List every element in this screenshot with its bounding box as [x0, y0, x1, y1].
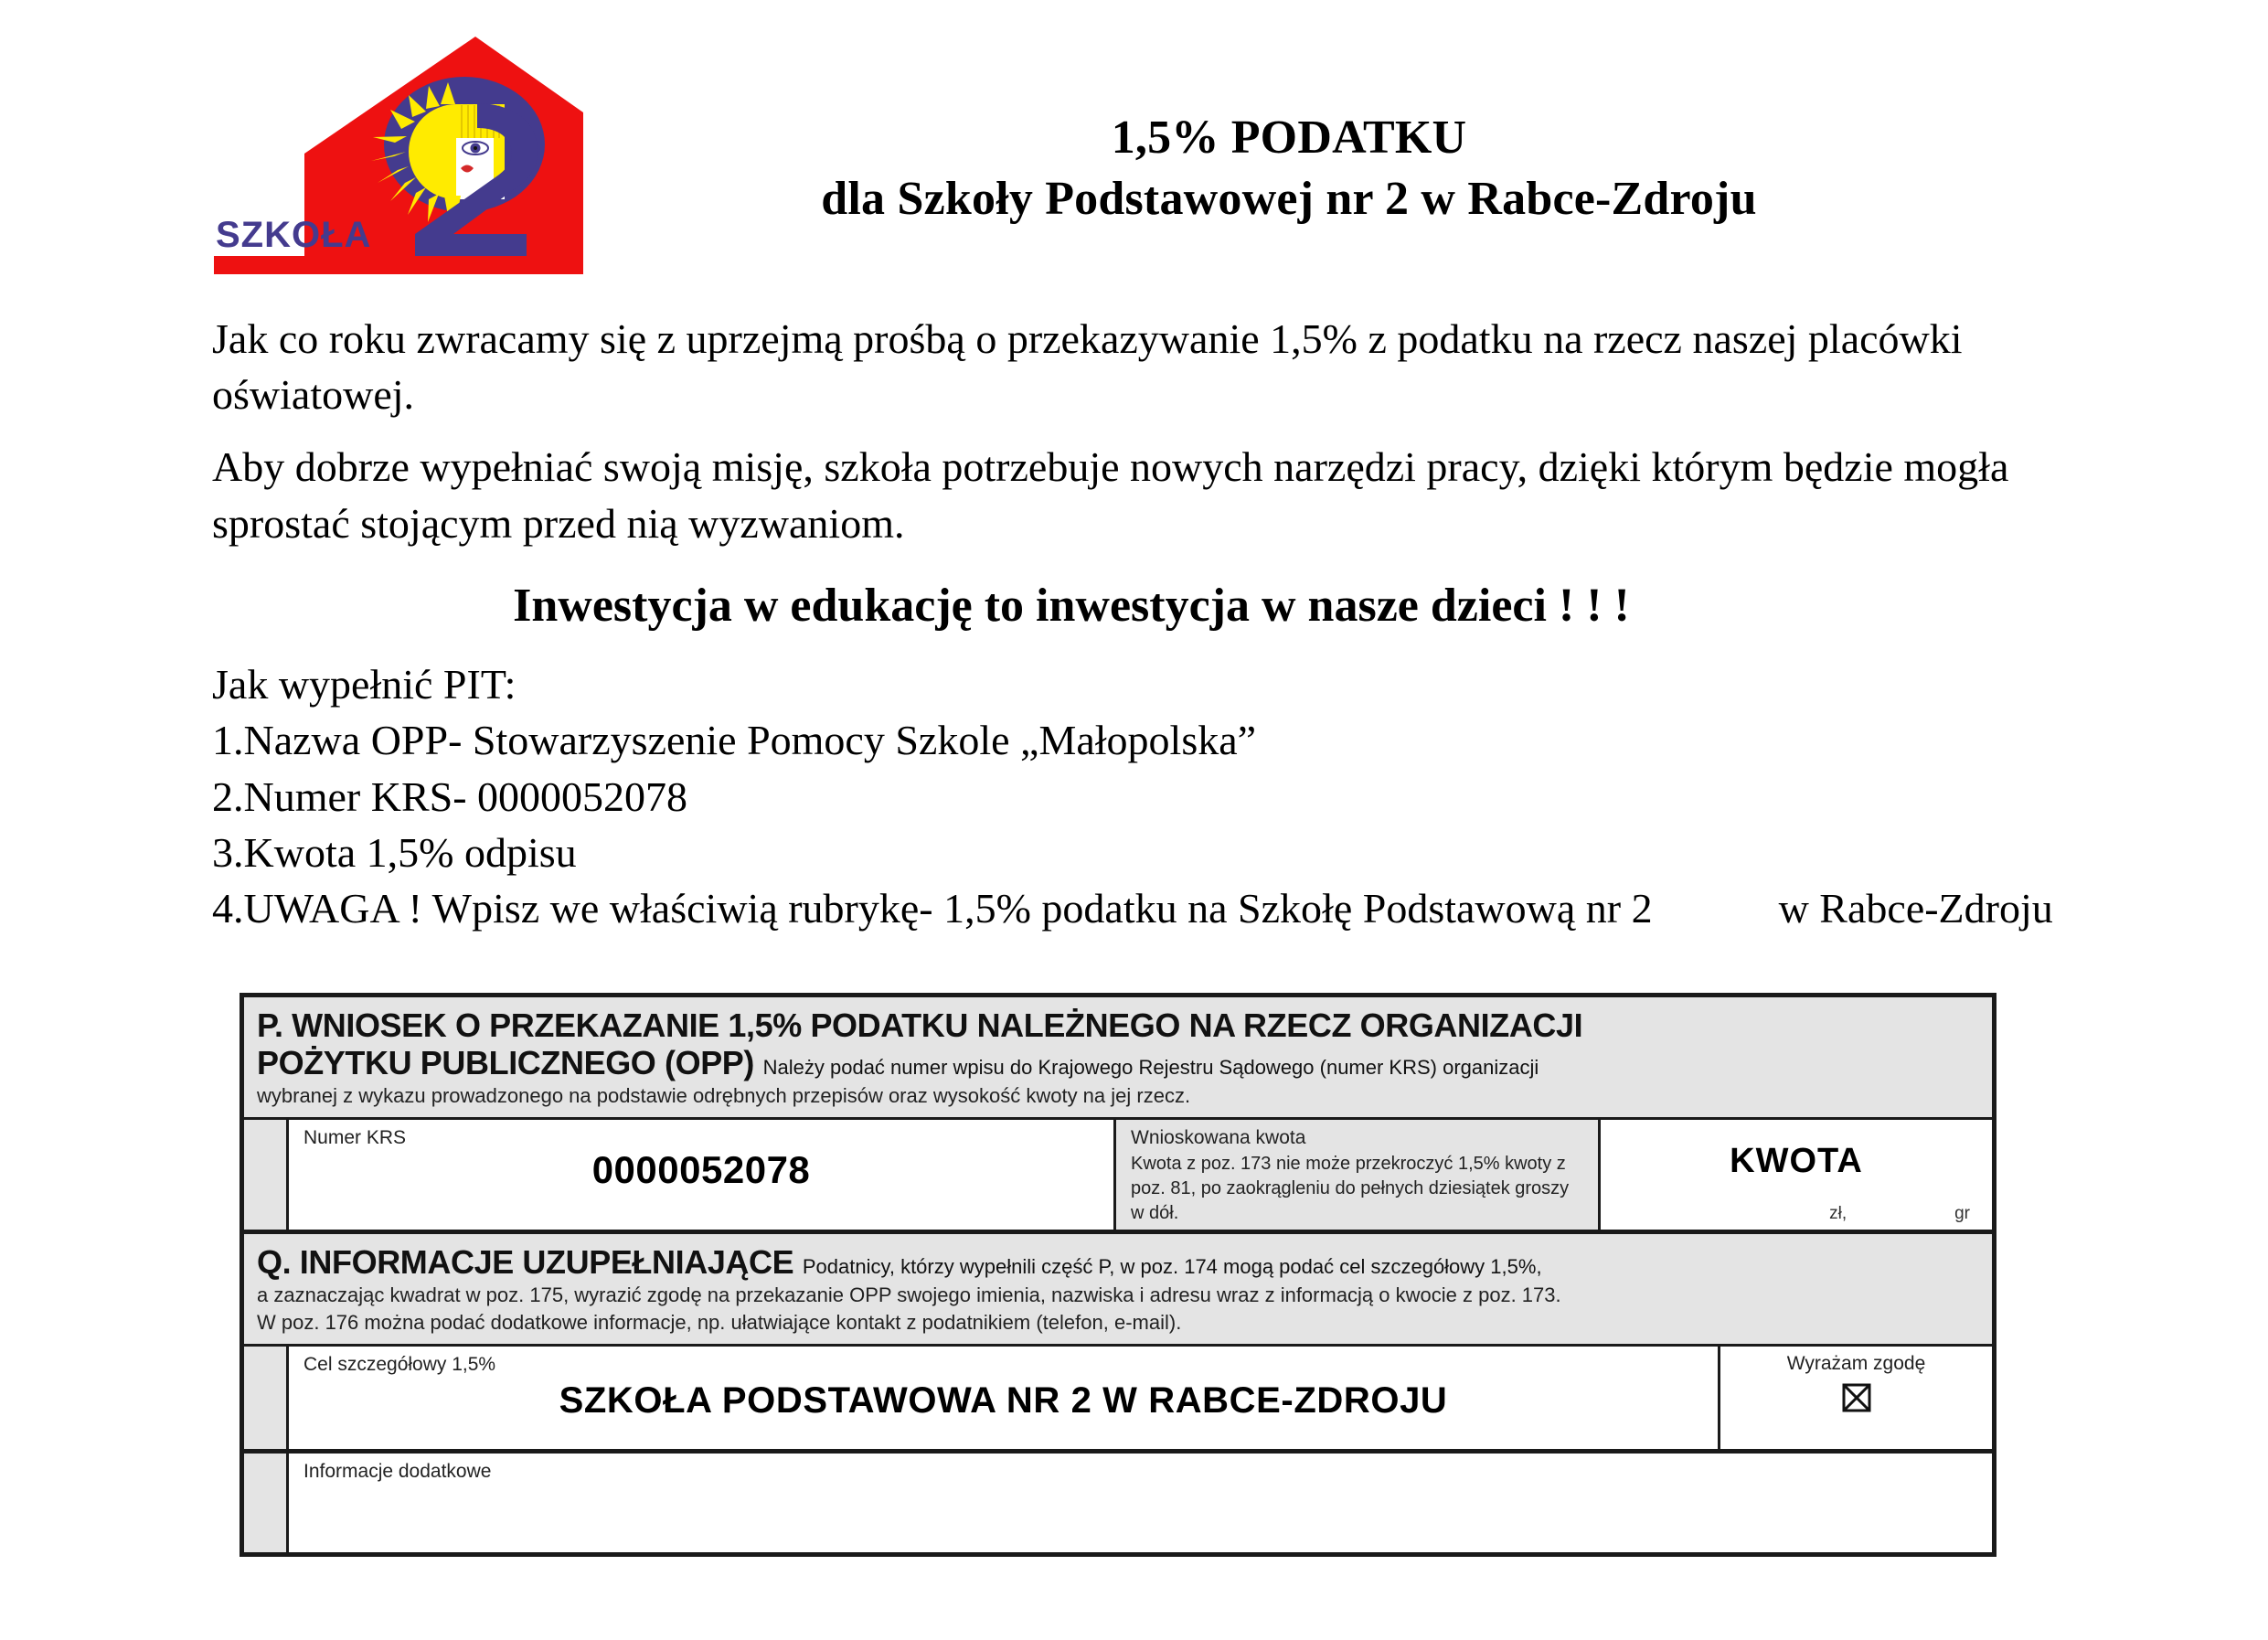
pit-form-frame	[240, 993, 1996, 1557]
zgoda-label: Wyrażam zgodę	[1786, 1352, 1926, 1374]
section-p-heading-line2-wrap	[257, 1044, 1979, 1081]
school-logo	[208, 16, 583, 300]
cel-cell[interactable]	[286, 1347, 1718, 1449]
howto-block	[212, 656, 2095, 936]
krs-label: Numer KRS	[303, 1126, 407, 1148]
krs-cell[interactable]	[286, 1120, 1113, 1230]
section-q-note-2: a zaznaczając kwadrat w poz. 175, wyrazić zgodę na przekazanie OPP swojego imienia, nazwiska i adresu wraz z informacją o kwocie z poz. 173.	[257, 1283, 1561, 1306]
body-text	[212, 311, 2095, 936]
howto-item-4: 4.UWAGA ! Wpisz we właściwią rubrykę- 1,5% podatku na Szkołę Podstawową nr 2 w Rabce-Zdroju	[212, 884, 2053, 932]
info-label: Informacje dodatkowe	[303, 1460, 492, 1482]
howto-heading: Jak wypełnić PIT:	[212, 661, 516, 708]
section-p-heading-line1: P. WNIOSEK O PRZEKAZANIE 1,5% PODATKU NALEŻNEGO NA RZECZ ORGANIZACJI	[257, 1006, 1583, 1044]
kwota-label: Wnioskowana kwota	[1131, 1126, 1306, 1148]
kwota-info-cell	[1113, 1120, 1598, 1230]
krs-row	[244, 1120, 1992, 1234]
howto-item-2: 2.Numer KRS- 0000052078	[212, 772, 688, 820]
title-line-1: 1,5% PODATKU	[1111, 112, 1467, 164]
section-q-note-1: Podatnicy, którzy wypełnili część P, w poz. 174 mogą podać cel szczegółowy 1,5%,	[802, 1254, 1542, 1278]
consent-checkbox-checked-icon[interactable]	[1841, 1382, 1872, 1413]
cel-row	[244, 1347, 1992, 1454]
header-zone	[0, 0, 2268, 315]
section-p-heading-note: Należy podać numer wpisu do Krajowego Rejestru Sądowego (numer KRS) organizacji	[762, 1056, 1539, 1080]
info-row	[244, 1454, 1992, 1552]
section-p-header	[244, 997, 1992, 1120]
zgoda-cell[interactable]	[1718, 1347, 1992, 1449]
section-p-heading-line2: POŻYTKU PUBLICZNEGO (OPP)	[257, 1044, 755, 1082]
info-cell[interactable]	[286, 1454, 1992, 1552]
amount-unit-gr: gr	[1954, 1203, 1970, 1223]
krs-value: 0000052078	[591, 1147, 811, 1191]
section-q-header	[244, 1234, 1992, 1347]
logo-red-bar	[214, 256, 583, 274]
section-q-note-3: W poz. 176 można podać dodatkowe informacje, np. ułatwiające kontakt z podatnikiem (telefon, e-mail).	[257, 1311, 1182, 1335]
howto-item-1: 1.Nazwa OPP- Stowarzyszenie Pomocy Szkole „Małopolska”	[212, 717, 1257, 764]
section-p-heading-note2: wybranej z wykazu prowadzonego na podstawie odrębnych przepisów oraz wysokość kwoty na jej rzecz.	[257, 1084, 1191, 1108]
row-gutter-left	[244, 1120, 286, 1230]
amount-unit-zl: zł,	[1829, 1203, 1847, 1223]
cel-value: SZKOŁA PODSTAWOWA NR 2 W RABCE-ZDROJU	[559, 1380, 1448, 1422]
kwota-note: Kwota z poz. 173 nie może przekroczyć 1,5% kwoty z poz. 81, po zaokrągleniu do pełnych dziesiątek groszy w dół.	[1131, 1153, 1570, 1223]
howto-item-3: 3.Kwota 1,5% odpisu	[212, 828, 577, 876]
info-value	[289, 1484, 1992, 1486]
row-gutter-left-3	[244, 1454, 286, 1552]
amount-value: KWOTA	[1730, 1141, 1863, 1180]
title-line-2: dla Szkoły Podstawowej nr 2 w Rabce-Zdroju	[821, 172, 1757, 225]
cel-label: Cel szczegółowy 1,5%	[303, 1353, 496, 1375]
school-logo-graphic	[208, 16, 583, 300]
amount-units	[1601, 1204, 1992, 1224]
logo-wordmark: SZKOŁA	[216, 215, 372, 255]
page-title	[640, 108, 1938, 229]
section-q-heading: Q. INFORMACJE UZUPEŁNIAJĄCE	[257, 1242, 794, 1281]
section-q-heading-wrap	[257, 1243, 1979, 1281]
paragraph-mission: Aby dobrze wypełniać swoją misję, szkoła potrzebuje nowych narzędzi pracy, dzięki którym będzie mogła sprostać stojącym przed nią wyzwaniom.	[212, 443, 2009, 547]
paragraph-appeal: Jak co roku zwracamy się z uprzejmą prośbą o przekazywanie 1,5% z podatku na rzecz naszej placówki oświatowej.	[212, 315, 1963, 419]
row-gutter-left-2	[244, 1347, 286, 1449]
slogan: Inwestycja w edukację to inwestycja w nasze dzieci ! ! !	[513, 579, 1630, 632]
pit-form-image	[236, 989, 2000, 1562]
logo-eye	[463, 142, 488, 154]
amount-cell[interactable]	[1598, 1120, 1992, 1230]
